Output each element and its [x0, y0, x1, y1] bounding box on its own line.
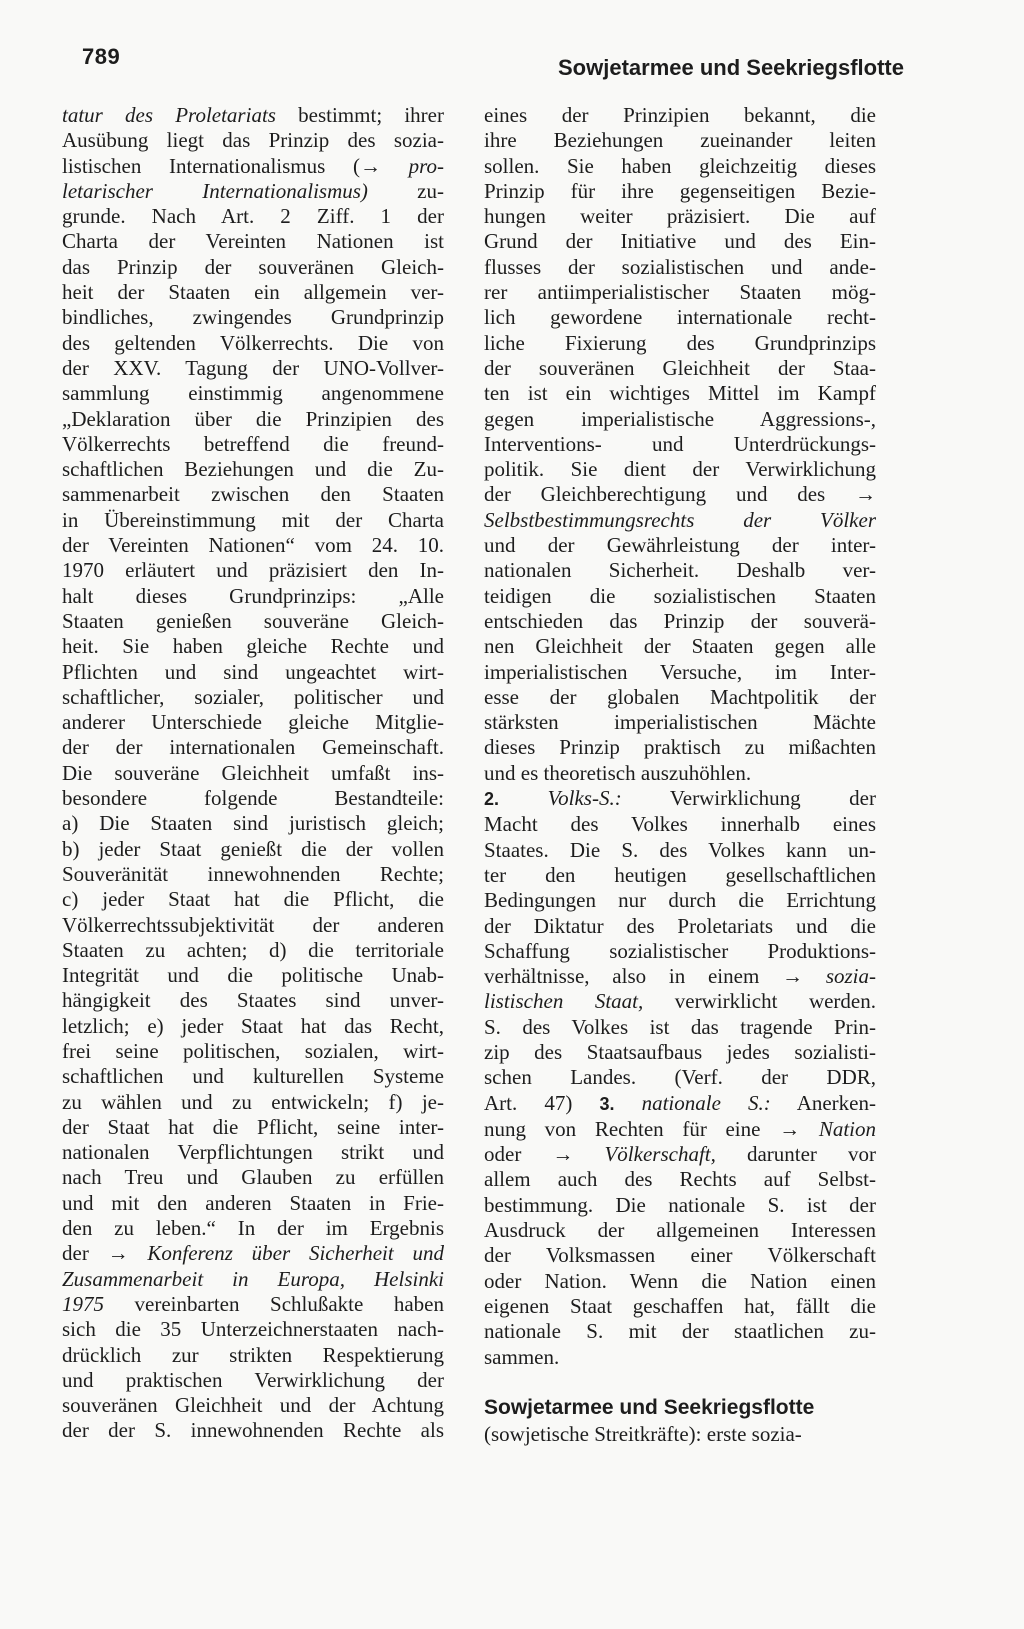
text-run: Völkerrechts betreffend die freund- [62, 431, 444, 456]
text-line [484, 1193, 876, 1218]
text-run: der Staat hat die Pflicht, seine inter- [62, 1114, 444, 1139]
text-line [62, 204, 444, 229]
text-line [62, 103, 444, 128]
text-line [62, 381, 444, 406]
text-line [484, 939, 876, 964]
text-run: bestimmung. Die nationale S. ist der [484, 1192, 876, 1217]
text-line [484, 381, 876, 406]
text-run: anderer Unterschiede gleiche Mitglie- [62, 710, 444, 735]
text-line [62, 1343, 444, 1368]
text-run: politik. Sie dient der Verwirklichung [484, 457, 876, 482]
text-run: nung von Rechten für eine → [484, 1116, 819, 1141]
text-run: nationale S. mit der staatlichen zu- [484, 1319, 876, 1344]
right-column-body [484, 103, 876, 1370]
right-column [484, 103, 876, 1447]
text-line [484, 128, 876, 153]
text-run: b) jeder Staat genießt die der vollen [62, 836, 444, 861]
text-run: tatur des Proletariats [62, 103, 276, 127]
text-run: 1970 erläutert und präzisiert den In- [62, 558, 444, 583]
text-line [62, 305, 444, 330]
text-line [484, 179, 876, 204]
text-line [484, 331, 876, 356]
text-line [484, 838, 876, 863]
text-line [62, 1216, 444, 1241]
text-line [62, 331, 444, 356]
text-line [62, 887, 444, 912]
text-run: dieses Prinzip praktisch zu mißachten [484, 735, 876, 760]
text-line [484, 1269, 876, 1294]
text-run [614, 1091, 641, 1115]
text-run: Konferenz über Sicherheit und [147, 1241, 444, 1266]
text-run: schen Landes. (Verf. der DDR, [484, 1065, 876, 1090]
text-run: sammen. [484, 1344, 560, 1369]
text-run: souveränen Gleichheit und der Achtung [62, 1393, 444, 1418]
text-line [484, 914, 876, 939]
text-run: letzlich; e) jeder Staat hat das Recht, [62, 1013, 444, 1038]
text-line [484, 356, 876, 381]
text-line [484, 1015, 876, 1040]
text-run: in Übereinstimmung mit der Charta [62, 507, 444, 532]
text-run: Charta der Vereinten Nationen ist [62, 229, 444, 254]
text-run: darunter vor [715, 1142, 876, 1167]
text-run: der Volksmassen einer Völkerschaft [484, 1243, 876, 1268]
text-run: „Deklaration über die Prinzipien des [62, 406, 444, 431]
text-run: oder Nation. Wenn die Nation einen [484, 1268, 876, 1293]
text-run: schaftlichen und kulturellen Systeme [62, 1064, 444, 1089]
text-run: Schaffung sozialistischer Produktions- [484, 938, 876, 963]
text-line [62, 1317, 444, 1342]
text-run: und der Gewährleistung der inter- [484, 533, 876, 558]
text-line [484, 812, 876, 837]
text-run: sammlung einstimmig angenommene [62, 381, 444, 406]
text-line [62, 1064, 444, 1089]
text-run: Art. 47) [484, 1090, 600, 1115]
text-line [62, 634, 444, 659]
text-line [62, 1115, 444, 1140]
entry-first-line: (sowjetische Streitkräfte): erste sozia- [484, 1421, 802, 1446]
text-run: ter den heutigen gesellschaftlichen [484, 862, 876, 887]
text-run: des geltenden Völkerrechts. Die von [62, 330, 444, 355]
text-line [62, 255, 444, 280]
text-line [62, 1267, 444, 1292]
text-line [484, 888, 876, 913]
text-run: nationale S.: [641, 1090, 771, 1115]
text-run: nach Treu und Glauben zu erfüllen [62, 1165, 444, 1190]
text-line [484, 1243, 876, 1268]
text-line [62, 229, 444, 254]
text-run: sollen. Sie haben gleichzeitig dieses [484, 153, 876, 178]
text-run: Staaten zu achten; d) die territoriale [62, 937, 444, 962]
text-run: ten ist ein wichtiges Mittel im Kampf [484, 381, 876, 406]
text-line [484, 255, 876, 280]
text-run: drücklich zur strikten Respektierung [62, 1342, 444, 1367]
text-line [484, 1319, 876, 1344]
text-line [62, 735, 444, 760]
text-line [62, 1292, 444, 1317]
text-line [484, 280, 876, 305]
text-run: pro- [408, 153, 444, 178]
text-run: vereinbarten Schlußakte haben [104, 1291, 444, 1316]
text-run: Verwirklichung der [621, 786, 876, 811]
text-run: eines der Prinzipien bekannt, die [484, 103, 876, 127]
text-run: der Gleichberechtigung und des → [484, 482, 876, 507]
text-run: und praktischen Verwirklichung der [62, 1367, 444, 1392]
text-line [484, 1040, 876, 1065]
text-run: zu wählen und zu entwickeln; f) je- [62, 1089, 444, 1114]
text-line [484, 634, 876, 659]
text-line [62, 913, 444, 938]
text-run: Staates. Die S. des Volkes kann un- [484, 837, 876, 862]
text-run: Völkerschaft, [604, 1142, 716, 1167]
text-line [484, 1218, 876, 1243]
text-line [484, 154, 876, 179]
text-run: eigenen Staat geschaffen hat, fällt die [484, 1293, 876, 1318]
running-head: Sowjetarmee und Seekriegsflotte [558, 55, 904, 80]
text-line [484, 964, 876, 989]
text-run: hungen weiter präzisiert. Die auf [484, 204, 876, 229]
text-run: listischen Internationalismus (→ [62, 153, 409, 178]
text-run: Interventions- und Unterdrückungs- [484, 431, 876, 456]
text-line [62, 482, 444, 507]
text-run: Volks-S.: [547, 786, 622, 811]
text-run: heit der Staaten ein allgemein ver- [62, 280, 444, 305]
text-line [62, 1039, 444, 1064]
text-run: zip des Staatsaufbaus jedes sozialisti- [484, 1039, 876, 1064]
text-line [62, 1165, 444, 1190]
text-run: und mit den anderen Staaten in Frie- [62, 1190, 444, 1215]
text-line [484, 533, 876, 558]
text-line [62, 558, 444, 583]
text-line [484, 863, 876, 888]
text-line [484, 432, 876, 457]
text-line [62, 811, 444, 836]
text-line [62, 584, 444, 609]
text-run: Macht des Volkes innerhalb eines [484, 812, 876, 837]
text-run: Staaten genießen souveräne Gleich- [62, 608, 444, 633]
text-run: stärksten imperialistischen Mächte [484, 710, 876, 735]
text-run: frei seine politischen, sozialen, wirt- [62, 1038, 444, 1063]
text-line [62, 1418, 444, 1443]
text-run: Selbstbestimmungsrechts der Völker [484, 507, 876, 532]
text-run: Nation [818, 1116, 876, 1141]
text-run: der der internationalen Gemeinschaft. [62, 735, 444, 760]
text-line [62, 407, 444, 432]
text-run: Die souveräne Gleichheit umfaßt ins- [62, 760, 444, 785]
text-line [484, 457, 876, 482]
text-line [484, 1345, 876, 1370]
text-run: halt dieses Grundprinzips: „Alle [62, 583, 444, 608]
text-line [484, 710, 876, 735]
text-run: hängigkeit des Staates sind unver- [62, 988, 444, 1013]
text-run [499, 786, 548, 810]
text-line [62, 508, 444, 533]
text-run: der souveränen Gleichheit der Staa- [484, 355, 876, 380]
text-run: 2. [484, 789, 500, 810]
text-line [62, 1393, 444, 1418]
text-line [484, 786, 876, 812]
text-run: nen Gleichheit der Staaten gegen alle [484, 634, 876, 659]
text-line [484, 1167, 876, 1192]
text-run: Ausübung liegt das Prinzip des sozia- [62, 128, 444, 153]
text-line [484, 660, 876, 685]
text-run: der Vereinten Nationen“ vom 24. 10. [62, 533, 444, 558]
text-run: das Prinzip der souveränen Gleich- [62, 254, 444, 279]
text-line [62, 710, 444, 735]
text-run: ihre Beziehungen zueinander leiten [484, 128, 876, 153]
text-line [62, 862, 444, 887]
text-line [62, 356, 444, 381]
text-line [62, 609, 444, 634]
text-run: der Diktatur des Proletariats und die [484, 913, 876, 938]
text-line [62, 988, 444, 1013]
text-run: sammenarbeit zwischen den Staaten [62, 482, 444, 507]
text-line [484, 735, 876, 760]
text-run: flusses der sozialistischen und ande- [484, 254, 876, 279]
text-line [484, 558, 876, 583]
text-line [62, 938, 444, 963]
text-run: a) Die Staaten sind juristisch gleich; [62, 811, 444, 836]
text-line [484, 1117, 876, 1142]
text-line [62, 1241, 444, 1266]
text-line [484, 584, 876, 609]
text-run: lich gewordene internationale recht- [484, 305, 876, 330]
text-run: Völkerrechtssubjektivität der anderen [62, 912, 444, 937]
text-run: heit. Sie haben gleiche Rechte und [62, 634, 444, 659]
text-run: verwirklicht werden. [643, 989, 876, 1014]
text-run: nationalen Verpflichtungen strikt und [62, 1140, 444, 1165]
text-line [484, 989, 876, 1014]
text-line [62, 1014, 444, 1039]
text-run: Bedingungen nur durch die Errichtung [484, 888, 876, 913]
text-run: esse der globalen Machtpolitik der [484, 684, 876, 709]
text-run: gegen imperialistische Aggressions-, [484, 406, 876, 431]
text-run: Integrität und die politische Unab- [62, 963, 444, 988]
text-line [484, 229, 876, 254]
text-run: Grund der Initiative und des Ein- [484, 229, 876, 254]
text-line [62, 533, 444, 558]
text-run: S. des Volkes ist das tragende Prin- [484, 1014, 876, 1039]
text-line [484, 305, 876, 330]
text-run: teidigen die sozialistischen Staaten [484, 583, 876, 608]
text-run: imperialistischen Versuche, im Inter- [484, 659, 876, 684]
text-run: zu- [367, 178, 444, 203]
text-line [484, 1294, 876, 1319]
text-run: nationalen Sicherheit. Deshalb ver- [484, 558, 876, 583]
text-run: der → [62, 1241, 148, 1266]
text-run: besondere folgende Bestandteile: [62, 786, 444, 811]
text-run: entschieden das Prinzip der souverä- [484, 608, 876, 633]
text-run: allem auch des Rechts auf Selbst- [484, 1167, 876, 1192]
text-line [484, 1142, 876, 1167]
text-run: Zusammenarbeit in Europa, Helsinki [62, 1266, 444, 1291]
text-run: bindliches, zwingendes Grundprinzip [62, 305, 444, 330]
text-run: schaftlicher, sozialer, politischer und [62, 684, 444, 709]
text-run: der der S. innewohnenden Rechte als [62, 1418, 444, 1443]
text-run: grunde. Nach Art. 2 Ziff. 1 der [62, 204, 444, 229]
text-line [484, 482, 876, 507]
text-run: Pflichten und sind ungeachtet wirt- [62, 659, 444, 684]
text-line [62, 1140, 444, 1165]
text-line [484, 761, 876, 786]
text-run: oder → [484, 1142, 605, 1167]
text-line [484, 685, 876, 710]
text-line [484, 1091, 876, 1117]
text-run: liche Fixierung des Grundprinzips [484, 330, 876, 355]
text-line [62, 685, 444, 710]
text-line [62, 1368, 444, 1393]
text-run: Souveränität innewohnenden Rechte; [62, 861, 444, 886]
text-run: den zu leben.“ In der im Ergebnis [62, 1216, 444, 1241]
text-run: letarischer Internationalismus) [62, 178, 368, 203]
text-line [62, 280, 444, 305]
entry-heading: Sowjetarmee und Seekriegsflotte [484, 1395, 815, 1419]
text-line [62, 128, 444, 153]
text-line [62, 154, 444, 179]
text-line [62, 786, 444, 811]
text-line [62, 179, 444, 204]
text-line [62, 1090, 444, 1115]
text-line [484, 609, 876, 634]
left-column [62, 103, 444, 1444]
text-run: sich die 35 Unterzeichnerstaaten nach- [62, 1317, 444, 1342]
text-run: der XXV. Tagung der UNO-Vollver- [62, 355, 444, 380]
text-line [62, 1191, 444, 1216]
text-run: 1975 [62, 1291, 104, 1316]
text-run: sozia- [825, 964, 876, 989]
text-line [484, 204, 876, 229]
text-run: verhältnisse, also in einem → [484, 964, 826, 989]
text-line [484, 407, 876, 432]
text-line [484, 103, 876, 128]
text-line [484, 508, 876, 533]
text-run: 3. [599, 1093, 615, 1114]
text-run: Ausdruck der allgemeinen Interessen [484, 1218, 876, 1243]
text-line [62, 457, 444, 482]
text-line [484, 1065, 876, 1090]
text-line [62, 837, 444, 862]
text-run: Prinzip für ihre gegenseitigen Bezie- [484, 178, 876, 203]
text-run: und es theoretisch auszuhöhlen. [484, 760, 752, 785]
text-run: schaftlichen Beziehungen und die Zu- [62, 457, 444, 482]
text-run: bestimmt; ihrer [275, 103, 444, 127]
text-line [62, 963, 444, 988]
text-run: listischen Staat, [484, 989, 644, 1014]
text-line [62, 432, 444, 457]
text-run: c) jeder Staat hat die Pflicht, die [62, 887, 444, 912]
page-number: 789 [82, 44, 121, 69]
text-run: rer antiimperialistischer Staaten mög- [484, 280, 876, 305]
text-line [62, 660, 444, 685]
text-line [62, 761, 444, 786]
text-run: Anerken- [770, 1090, 876, 1115]
